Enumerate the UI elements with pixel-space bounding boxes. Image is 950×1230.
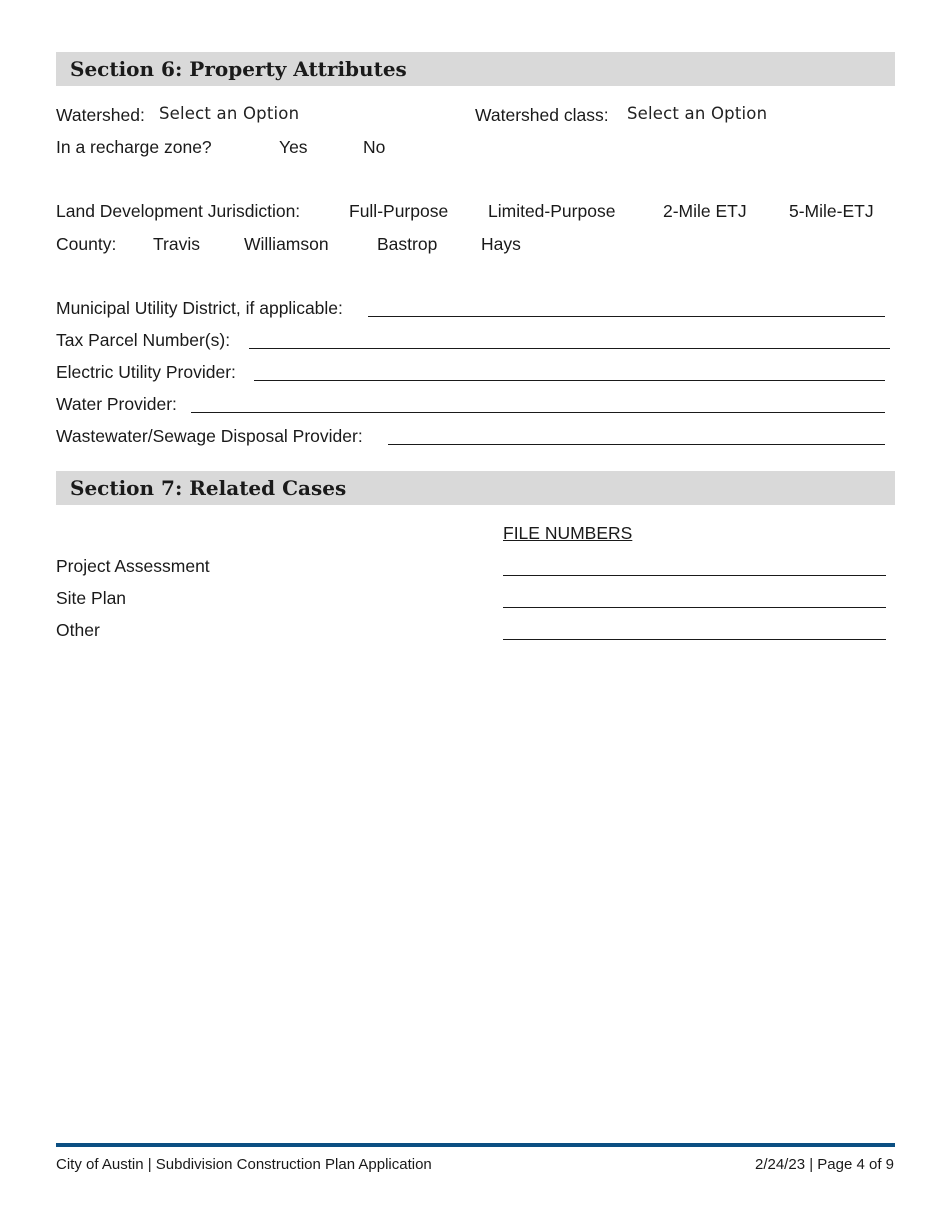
section-6-header <box>56 52 895 86</box>
electric-provider-label: Electric Utility Provider: <box>56 362 236 382</box>
file-numbers-header: FILE NUMBERS <box>503 523 633 543</box>
tax-parcel-input-line[interactable] <box>249 348 890 349</box>
mud-label: Municipal Utility District, if applicable: <box>56 298 343 318</box>
related-case-other-label: Other <box>56 620 100 640</box>
county-williamson-option[interactable]: Williamson <box>244 234 329 254</box>
recharge-zone-label: In a recharge zone? <box>56 137 212 157</box>
county-hays-option[interactable]: Hays <box>481 234 521 254</box>
jurisdiction-5-mile-etj-option[interactable]: 5-Mile-ETJ <box>789 201 874 221</box>
wastewater-provider-label: Wastewater/Sewage Disposal Provider: <box>56 426 363 446</box>
recharge-yes-option[interactable]: Yes <box>279 137 308 157</box>
watershed-select[interactable]: Select an Option <box>159 104 300 123</box>
footer-rule <box>56 1143 895 1147</box>
county-bastrop-option[interactable]: Bastrop <box>377 234 438 254</box>
section-7-title: Section 7: Related Cases <box>70 476 347 500</box>
watershed-class-select[interactable]: Select an Option <box>627 104 768 123</box>
county-label: County: <box>56 234 117 254</box>
county-travis-option[interactable]: Travis <box>153 234 200 254</box>
watershed-label: Watershed: <box>56 105 145 125</box>
section-6-title: Section 6: Property Attributes <box>70 57 407 81</box>
water-provider-label: Water Provider: <box>56 394 177 414</box>
footer-page-info: 2/24/23 | Page 4 of 9 <box>754 1156 894 1173</box>
jurisdiction-2-mile-etj-option[interactable]: 2-Mile ETJ <box>663 201 747 221</box>
site-plan-file-number-line[interactable] <box>503 607 886 608</box>
jurisdiction-label: Land Development Jurisdiction: <box>56 201 301 221</box>
other-file-number-line[interactable] <box>503 639 886 640</box>
recharge-no-option[interactable]: No <box>363 137 386 157</box>
related-case-site-plan-label: Site Plan <box>56 588 127 608</box>
related-case-project-assessment-label: Project Assessment <box>56 556 210 576</box>
tax-parcel-label: Tax Parcel Number(s): <box>56 330 231 350</box>
wastewater-provider-input-line[interactable] <box>388 444 885 445</box>
mud-input-line[interactable] <box>368 316 885 317</box>
water-provider-input-line[interactable] <box>191 412 885 413</box>
jurisdiction-limited-purpose-option[interactable]: Limited-Purpose <box>488 201 616 221</box>
project-assessment-file-number-line[interactable] <box>503 575 886 576</box>
electric-provider-input-line[interactable] <box>254 380 885 381</box>
jurisdiction-full-purpose-option[interactable]: Full-Purpose <box>349 201 449 221</box>
section-7-header <box>56 471 895 505</box>
watershed-class-label: Watershed class: <box>475 105 609 125</box>
footer-document-title: City of Austin | Subdivision Construction Plan Application <box>56 1156 432 1173</box>
